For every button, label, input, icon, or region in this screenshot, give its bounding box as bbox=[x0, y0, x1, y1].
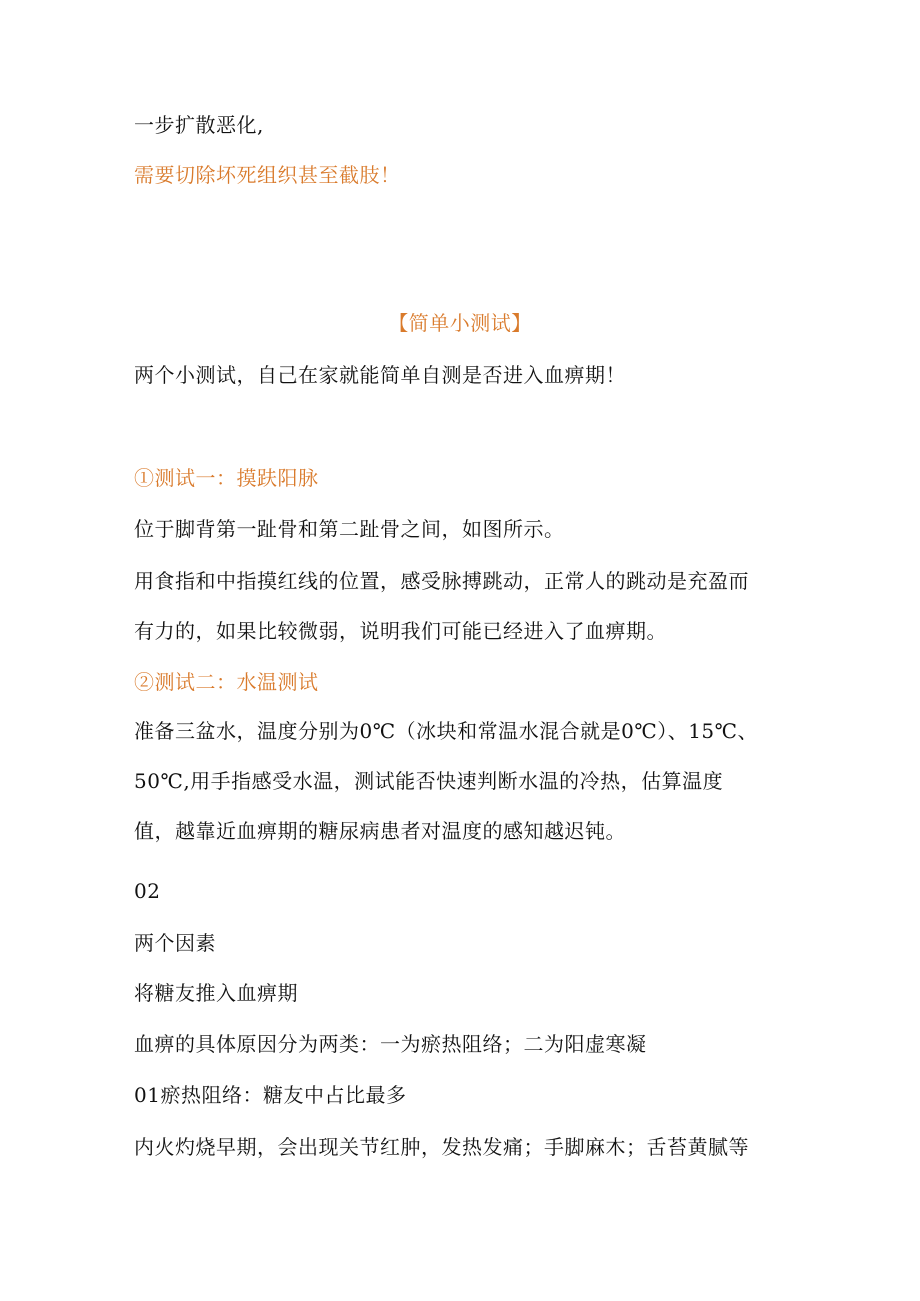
text-line: 值，越靠近血痹期的糖尿病患者对温度的感知越迟钝。 bbox=[134, 819, 626, 843]
text-line: 用食指和中指摸红线的位置，感受脉搏跳动，正常人的跳动是充盈而 bbox=[134, 569, 749, 593]
text-line: 50℃,用手指感受水温，测试能否快速判断水温的冷热，估算温度 bbox=[134, 769, 724, 793]
section-number: 02 bbox=[134, 879, 161, 903]
text-line: 位于脚背第一趾骨和第二趾骨之间，如图所示。 bbox=[134, 517, 565, 541]
text-line: 准备三盆水，温度分别为0℃（冰块和常温水混合就是0℃）、15℃、 bbox=[134, 719, 759, 743]
text-line: 血痹的具体原因分为两类：一为瘀热阻络；二为阳虚寒凝 bbox=[134, 1032, 647, 1056]
text-line: 内火灼烧早期，会出现关节红肿，发热发痛；手脚麻木；舌苔黄腻等 bbox=[134, 1135, 749, 1159]
warning-text: 需要切除坏死组织甚至截肢！ bbox=[134, 163, 401, 187]
text-line: 两个小测试，自己在家就能简单自测是否进入血痹期！ bbox=[134, 363, 626, 387]
test-two-heading: ②测试二：水温测试 bbox=[134, 670, 319, 694]
text-line: 有力的，如果比较微弱，说明我们可能已经进入了血痹期。 bbox=[134, 619, 667, 643]
text-line: 将糖友推入血痹期 bbox=[134, 981, 298, 1005]
test-one-heading: ①测试一：摸趺阳脉 bbox=[134, 466, 319, 490]
text-line: 一步扩散恶化, bbox=[134, 113, 264, 137]
section-heading: 【简单小测试】 bbox=[388, 311, 532, 335]
text-line: 01瘀热阻络：糖友中占比最多 bbox=[134, 1083, 407, 1107]
text-line: 两个因素 bbox=[134, 931, 216, 955]
